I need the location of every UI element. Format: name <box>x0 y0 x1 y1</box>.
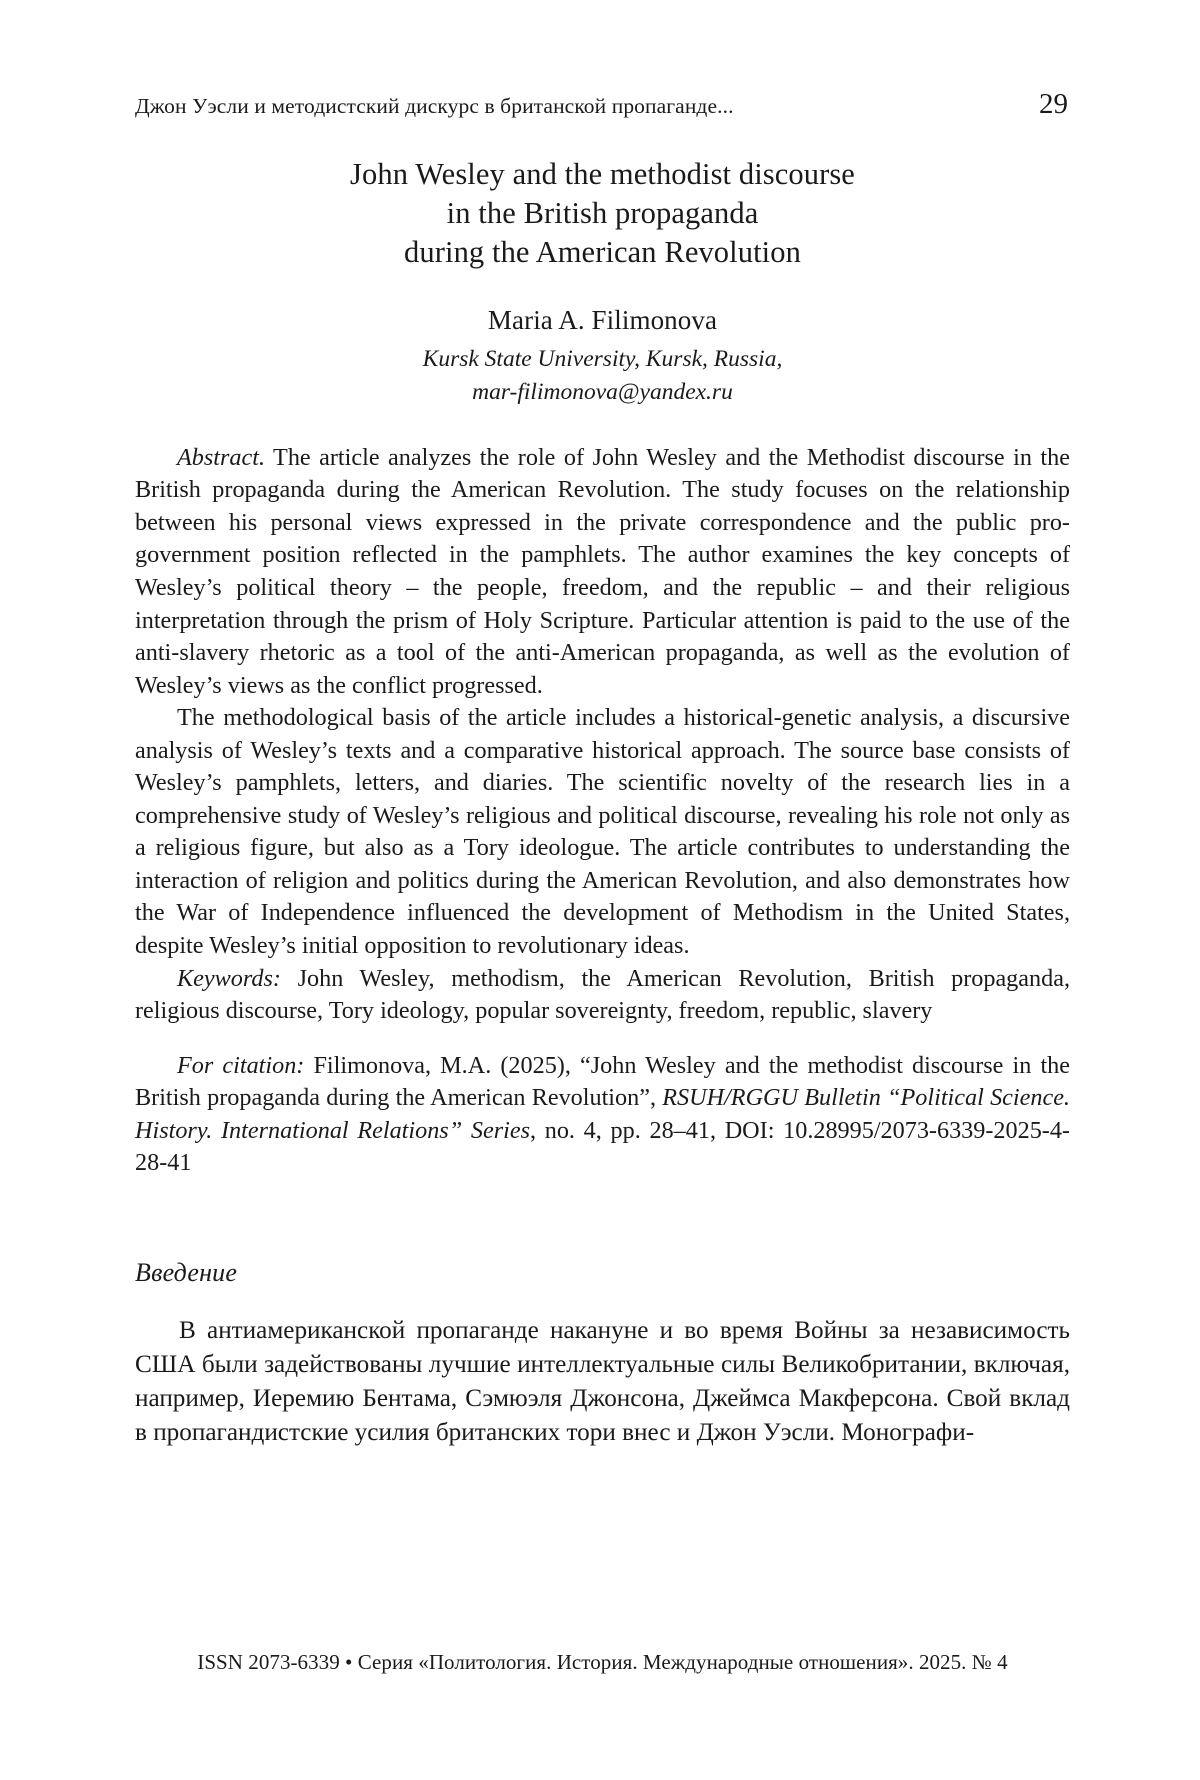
citation-label: For citation: <box>177 1051 305 1079</box>
page-content <box>135 0 1070 1450</box>
keywords-label: Keywords: <box>177 964 281 992</box>
author-name: Maria A. Filimonova <box>487 305 718 336</box>
keywords-text: John Wesley, methodism, the American Revolution, British propaganda, religious discourse, Tory ideology, popular sovereignty, freedom, republic, slavery <box>135 964 1070 1025</box>
citation-text-1: Filimonova, M.A. (2025), “John Wesley and the methodist discourse in the British propaganda during the American Revolution”, <box>135 1051 1071 1112</box>
affiliation-institution: Kursk State University, Kursk, Russia, <box>422 346 783 373</box>
abstract-label: Abstract. <box>177 443 266 471</box>
citation-journal: RSUH/RGGU Bulletin “Political Science. History. International Relations” Series <box>135 1084 1070 1144</box>
section-body <box>135 1314 1070 1451</box>
abstract-paragraph-2: The methodological basis of the article includes a historical-genetic analysis, a discursive analysis of Wesley’s texts and a comparative historical approach. The source base consists of Wesley’s pamphlets, letters, and diaries. The scientific novelty of the research lies in a comprehensive study of Wesley’s religious and political discourse, revealing his role not only as a religious figure, but also as a Tory ideologue. The article contributes to understanding the interaction of religion and politics during the American Revolution, and also demonstrates how the War of Independence influenced the development of Methodism in the United States, despite Wesley’s initial opposition to revolutionary ideas. <box>135 704 1070 960</box>
abstract-section <box>135 442 1070 963</box>
running-head <box>135 88 1070 121</box>
running-head-title: Джон Уэсли и методистский дискурс в британской пропаганде... <box>135 94 734 118</box>
article-title-line-1: John Wesley and the methodist discourse <box>350 157 855 191</box>
keywords-paragraph <box>135 963 1070 1028</box>
article-title-line-2: in the British propaganda <box>446 196 759 231</box>
article-title <box>135 155 1070 272</box>
author-email: mar-filimonova@yandex.ru <box>472 379 733 406</box>
section-heading-introduction: Введение <box>135 1257 238 1287</box>
body-paragraph-1: В антиамериканской пропаганде накануне и во время Войны за независимость США были задействованы лучшие интеллектуальные силы Великобритании, включая, например, Иеремию Бентама, Сэмюэля Джонсона, Джеймса Макферсона. Свой вклад в пропагандистские усилия британских тори внес и Джон Уэсли. Монографи- <box>135 1316 1070 1447</box>
article-title-line-3: during the American Revolution <box>404 235 801 270</box>
keywords-section <box>135 963 1070 1028</box>
citation-section <box>135 1050 1070 1180</box>
abstract-text-1: The article analyzes the role of John Wesley and the Methodist discourse in the British propaganda during the American Revolution. The study focuses on the relationship between his personal views expressed in the private correspondence and the public pro-government position reflected in the pamphlets. The author examines the key concepts of Wesley’s political theory – the people, freedom, and the republic – and their religious interpretation through the prism of Holy Scripture. Particular attention is paid to the use of the anti-slavery rhetoric as a tool of the anti-American propaganda, as well as the evolution of Wesley’s views as the conflict progressed. <box>135 443 1070 699</box>
abstract-paragraph-1 <box>135 442 1070 702</box>
citation-text-2: , no. 4, pp. 28–41, DOI: 10.28995/2073-6339-2025-4-28-41 <box>135 1116 1070 1177</box>
author-affiliation <box>135 343 1070 410</box>
page-number: 29 <box>1039 88 1068 120</box>
citation-paragraph <box>135 1050 1070 1180</box>
page-footer: ISSN 2073-6339 • Серия «Политология. История. Международные отношения». 2025. № 4 <box>197 1650 1008 1674</box>
